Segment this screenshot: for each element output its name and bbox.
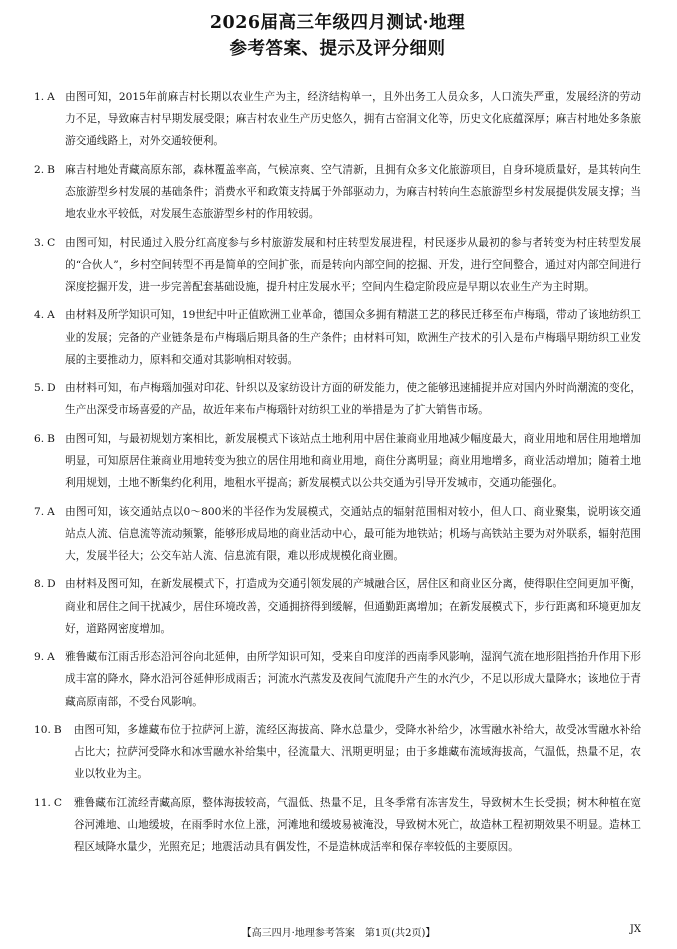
answer-item: [34, 719, 641, 786]
answer-list: [34, 86, 641, 858]
item-answer: D: [47, 382, 56, 395]
item-number: 7.: [34, 505, 45, 518]
item-number: 4.: [34, 309, 45, 322]
answer-item: [34, 428, 641, 495]
item-answer: A: [47, 505, 55, 518]
item-answer: C: [47, 236, 56, 249]
item-answer: C: [53, 796, 62, 809]
item-answer: A: [47, 651, 55, 664]
item-number: 6.: [34, 432, 45, 445]
answer-item: [34, 232, 641, 299]
page-title: 2026届高三年级四月测试·地理: [209, 13, 466, 33]
item-answer: A: [47, 91, 55, 103]
item-number: 2.: [34, 163, 45, 176]
item-answer: B: [47, 163, 55, 176]
footer-page-info: 【高三四月·地理参考答案 第1页(共2页)】: [241, 928, 436, 939]
page-subtitle: 参考答案、提示及评分细则: [229, 39, 446, 59]
answer-item: [34, 501, 641, 568]
item-number: 3.: [34, 236, 45, 249]
item-explanation: 由图可知，2015年前麻吉村长期以农业生产为主，经济结构单一，且外出务工人员众多，人口流失严重，发展经济的劳动力不足，导致麻吉村早期发展受限；麻吉村农业生产历史悠久，拥有古窑洞文化等，历史文化底蕴深厚；麻吉村地处多条旅游交通线路上，对外交通较便利。: [65, 91, 641, 148]
item-number: 10.: [34, 723, 51, 736]
item-explanation: 由材料可知，布卢梅瑙加强对印花、针织以及家纺设计方面的研发能力，使之能够迅速捕捉并应对国内外时尚潮流的变化，生产出深受市场喜爱的产品，故近年来布卢梅瑙针对纺织工业的举措是为了扩大销售市场。: [65, 382, 641, 417]
item-explanation: 由图可知，村民通过入股分红高度参与乡村旅游发展和村庄转型发展进程，村民逐步从最初的参与者转变为村庄转型发展的“合伙人”，乡村空间转型不再是简单的空间扩张，而是转向内部空间的挖掘、开发，进行空间整合，通过对内部空间进行深度挖掘开发，进一步完善配套基础设施，提升村庄发展水平；空间内生稳定阶段应是早期以农业生产为主时期。: [65, 236, 641, 293]
answer-item: [34, 792, 641, 859]
item-answer: D: [47, 578, 56, 591]
answer-item: [34, 159, 641, 226]
item-answer: B: [53, 723, 62, 736]
item-explanation: 由图可知，该交通站点以0～800米的半径作为发展模式，交通站点的辐射范围相对较小，但人口、商业聚集，说明该交通站点人流、信息流等流动频繁，能够形成局地的商业活动中心，最可能为地铁站；机场与高铁站主要为对外联系，辐射范围大，发展半径大；公交车站人流、信息流有限，难以形成规模化商业圈。: [65, 505, 641, 562]
item-answer: A: [47, 309, 55, 322]
footer-region-code: JX: [629, 924, 641, 935]
item-number: 9.: [34, 651, 45, 664]
item-explanation: 由材料及图可知，在新发展模式下，打造成为交通引领发展的产城融合区，居住区和商业区分离，使得职住空间更加平衡，商业和居住之间干扰减少，居住环境改善，交通拥挤得到缓解，但通勤距离增加；在新发展模式下，步行距离和环境更加友好，道路网密度增加。: [65, 578, 641, 635]
item-answer: B: [47, 432, 55, 445]
item-explanation: 雅鲁藏布江流经青藏高原，整体海拔较高，气温低、热量不足，且冬季常有冻害发生，导致树木生长受损；树木种植在宽谷河滩地、山地缓坡，在雨季时水位上涨，河滩地和缓坡易被淹没，导致树木死亡，故造林工程初期效果不明显。造林工程区域降水量少，光照充足；地震活动具有偶发性，不是造林成活率和保存率较低的主要原因。: [73, 796, 641, 854]
item-number: 5.: [34, 382, 45, 395]
item-number: 11.: [34, 796, 51, 809]
item-explanation: 由图可知，多雄藏布位于拉萨河上游，流经区海拔高、降水总量少，受降水补给少，冰雪融水补给大，故受冰雪融水补给占比大；拉萨河受降水和冰雪融水补给集中，径流量大、汛期更明显；由于多雄藏布流域海拔高，气温低，热量不足，农业以牧业为主。: [73, 723, 641, 781]
item-explanation: 麻吉村地处青藏高原东部，森林覆盖率高，气候凉爽、空气清新，且拥有众多文化旅游项目，自身环境质量好，是其转向生态旅游型乡村发展的基础条件；消费水平和政策支持属于外部驱动力，为麻吉村转向生态旅游型乡村发展提供发展支撑；当地农业水平较低，对发展生态旅游型乡村的作用较弱。: [65, 163, 641, 221]
item-explanation: 雅鲁藏布江雨舌形态沿河谷向北延伸，由所学知识可知，受来自印度洋的西南季风影响，湿润气流在地形阻挡抬升作用下形成丰富的降水，降水沿河谷延伸形成雨舌；河流水汽蒸发及夜间气流爬升产生的水汽少，不足以形成大量降水；该地位于青藏高原南部，不受台风影响。: [65, 651, 641, 708]
item-number: 8.: [34, 578, 45, 591]
item-number: 1.: [34, 91, 45, 103]
answer-item: [34, 646, 641, 713]
answer-item: [34, 377, 641, 421]
answer-item: [34, 304, 641, 371]
item-explanation: 由图可知，与最初规划方案相比，新发展模式下该站点土地利用中居住兼商业用地减少幅度最大，商业用地和居住用地增加明显，可知原居住兼商业用地转变为独立的居住用地和商业用地，商住分离明显；商业用地增多，商业活动增加；随着土地利用规划，土地不断集约化利用，地租水平提高；新发展模式以公共交通为引导开发城市，交通功能强化。: [65, 432, 641, 490]
item-explanation: 由材料及所学知识可知，19世纪中叶正值欧洲工业革命，德国众多拥有精湛工艺的移民迁移至布卢梅瑙，带动了该地纺织工业的发展；完备的产业链条是布卢梅瑙后期具备的生产条件；由材料可知，欧洲生产技术的引入是布卢梅瑙早期纺织工业发展的主要推动力，原料和交通对其影响相对较弱。: [65, 309, 641, 366]
answer-item: [34, 573, 641, 640]
answer-item: [34, 86, 641, 153]
page-footer: [0, 924, 677, 939]
